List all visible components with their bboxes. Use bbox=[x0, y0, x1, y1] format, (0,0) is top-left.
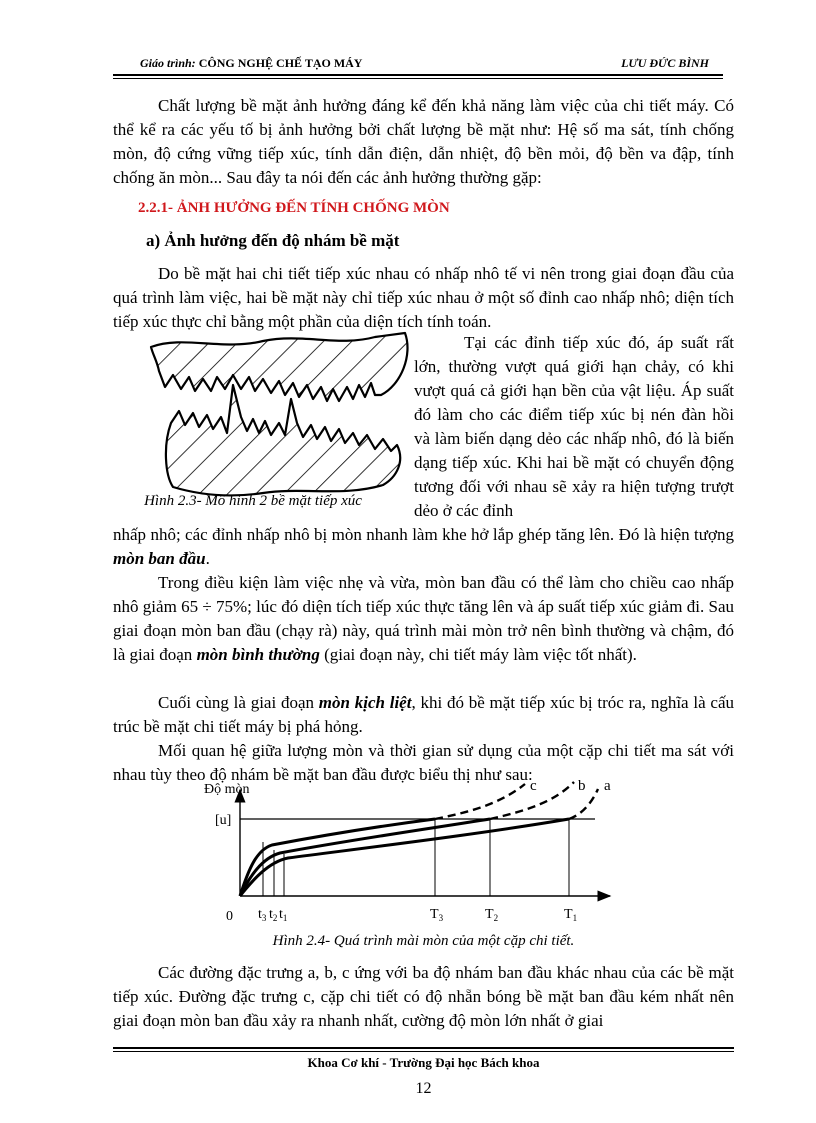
paragraph-initial-wear: nhấp nhô; các đỉnh nhấp nhô bị mòn nhanh làm khe hở lắp ghép tăng lên. Đó là hiện tượng mòn ban đầu. bbox=[113, 525, 734, 568]
curve-label-a: a bbox=[604, 778, 611, 794]
intro-paragraph: Chất lượng bề mặt ảnh hưởng đáng kể đến khả năng làm việc của chi tiết máy. Có thể kể ra các yếu tố bị ảnh hưởng bởi chất lượng bề mặt như: Hệ số ma sát, tính chống mòn, độ cứng vững tiếp xúc, tính dẫn điện, dẫn nhiệt, độ bền mỏi, độ bền va đập, tính chống ăn mòn... Sau đây ta nói đến các ảnh hưởng thường gặp: bbox=[113, 96, 734, 187]
term-normal-wear: mòn bình thường bbox=[196, 645, 320, 664]
paragraph-contact-surfaces: Do bề mặt hai chi tiết tiếp xúc nhau có nhấp nhô tế vi nên trong giai đoạn đầu của quá trình làm việc, hai bề mặt này chỉ tiếp xúc nhau ở một số đỉnh cao nhấp nhô; diện tích tiếp xúc thực chỉ bằng một phần của diện tích tính toán. bbox=[113, 264, 734, 331]
header-book-title: Giáo trình: CÔNG NGHỆ CHẾ TẠO MÁY bbox=[140, 56, 363, 70]
curve-a-solid bbox=[240, 819, 569, 896]
figure-surface-contact bbox=[113, 325, 413, 500]
tick-label-t2: $t_2$ bbox=[269, 907, 278, 923]
page-header bbox=[113, 50, 723, 76]
tick-label-t1: $t_1$ bbox=[279, 907, 288, 923]
header-rule-thin bbox=[113, 78, 723, 79]
term-severe-wear: mòn kịch liệt bbox=[318, 693, 412, 712]
upper-body-shape bbox=[151, 333, 408, 401]
header-rule bbox=[113, 74, 723, 76]
tick-label-t3: $t_3$ bbox=[258, 907, 267, 923]
wear-limit-label: [u] bbox=[215, 813, 232, 828]
paragraph-contact-pressure: Tại các đỉnh tiếp xúc đó, áp suất rất lớn, thường vượt quá giới hạn chảy, có khi vượt quá cả giới hạn bền của vật liệu. Áp suất đó làm cho các điểm tiếp xúc bị nén đàn hồi và làm biến dạng dẻo các nhấp nhô, đó là biến dạng tiếp xúc. Khi hai bề mặt có chuyển động tương đối với nhau sẽ xảy ra hiện tượng trượt dẻo ở các đỉnh bbox=[414, 333, 734, 520]
section-heading: 2.2.1- ẢNH HƯỞNG ĐẾN TÍNH CHỐNG MÒN bbox=[138, 200, 450, 216]
paragraph-curve-explanation: Các đường đặc trưng a, b, c ứng với ba độ nhám ban đầu khác nhau của các bề mặt tiếp xúc. Đường đặc trưng c, cặp chi tiết có độ nhẵn bóng bề mặt ban đầu kém nhất nên giai đoạn mòn ban đầu xảy ra nhanh nhất, cường độ mòn lớn nhất ở giai bbox=[113, 963, 734, 1030]
figure-2-4-caption: Hình 2.4- Quá trình mài mòn của một cặp chi tiết. bbox=[272, 933, 575, 949]
term-initial-wear: mòn ban đầu bbox=[113, 549, 206, 568]
curve-label-b: b bbox=[578, 778, 586, 794]
footer-rule bbox=[113, 1047, 734, 1055]
figure-2-3-caption: Hình 2.3- Mô hình 2 bề mặt tiếp xúc bbox=[144, 493, 362, 509]
tick-label-T3: $T_3$ bbox=[430, 907, 444, 923]
paragraph-wear-relation: Mối quan hệ giữa lượng mòn và thời gian sử dụng của một cặp chi tiết ma sát với nhau tùy theo độ nhám bề mặt ban đầu được biểu thị như sau: bbox=[113, 741, 734, 784]
origin-label: 0 bbox=[226, 909, 233, 924]
lower-body-shape bbox=[166, 385, 400, 495]
paragraph-severe-wear: Cuối cùng là giai đoạn mòn kịch liệt, khi đó bề mặt tiếp xúc bị tróc ra, nghĩa là cấu trúc bề mặt chi tiết máy bị phá hỏng. bbox=[113, 693, 734, 736]
page-number: 12 bbox=[415, 1080, 432, 1097]
curve-label-c: c bbox=[530, 778, 537, 794]
tick-label-T1: $T_1$ bbox=[564, 907, 578, 923]
header-author: LƯU ĐỨC BÌNH bbox=[621, 56, 709, 70]
footer-institution: Khoa Cơ khí - Trường Đại học Bách khoa bbox=[307, 1055, 540, 1070]
curve-b-solid bbox=[240, 819, 490, 896]
tick-label-T2: $T_2$ bbox=[485, 907, 499, 923]
paragraph-normal-wear: Trong điều kiện làm việc nhẹ và vừa, mòn ban đầu có thể làm cho chiều cao nhấp nhô giảm 65 ÷ 75%; lúc đó diện tích tiếp xúc thực tăng lên và áp suất tiếp xúc giảm đi. Sau giai đoạn mòn ban đầu (chạy rà) này, quá trình mài mòn trở nên bình thường và chậm, đó là giai đoạn mòn bình thường (giai đoạn này, chi tiết máy làm việc tốt nhất). bbox=[113, 573, 734, 664]
sub-heading: a) Ảnh hưởng đến độ nhám bề mặt bbox=[146, 231, 400, 250]
wear-chart bbox=[180, 776, 620, 928]
curve-c-dashed bbox=[435, 784, 525, 819]
y-axis-label: Độ mòn bbox=[204, 782, 250, 797]
